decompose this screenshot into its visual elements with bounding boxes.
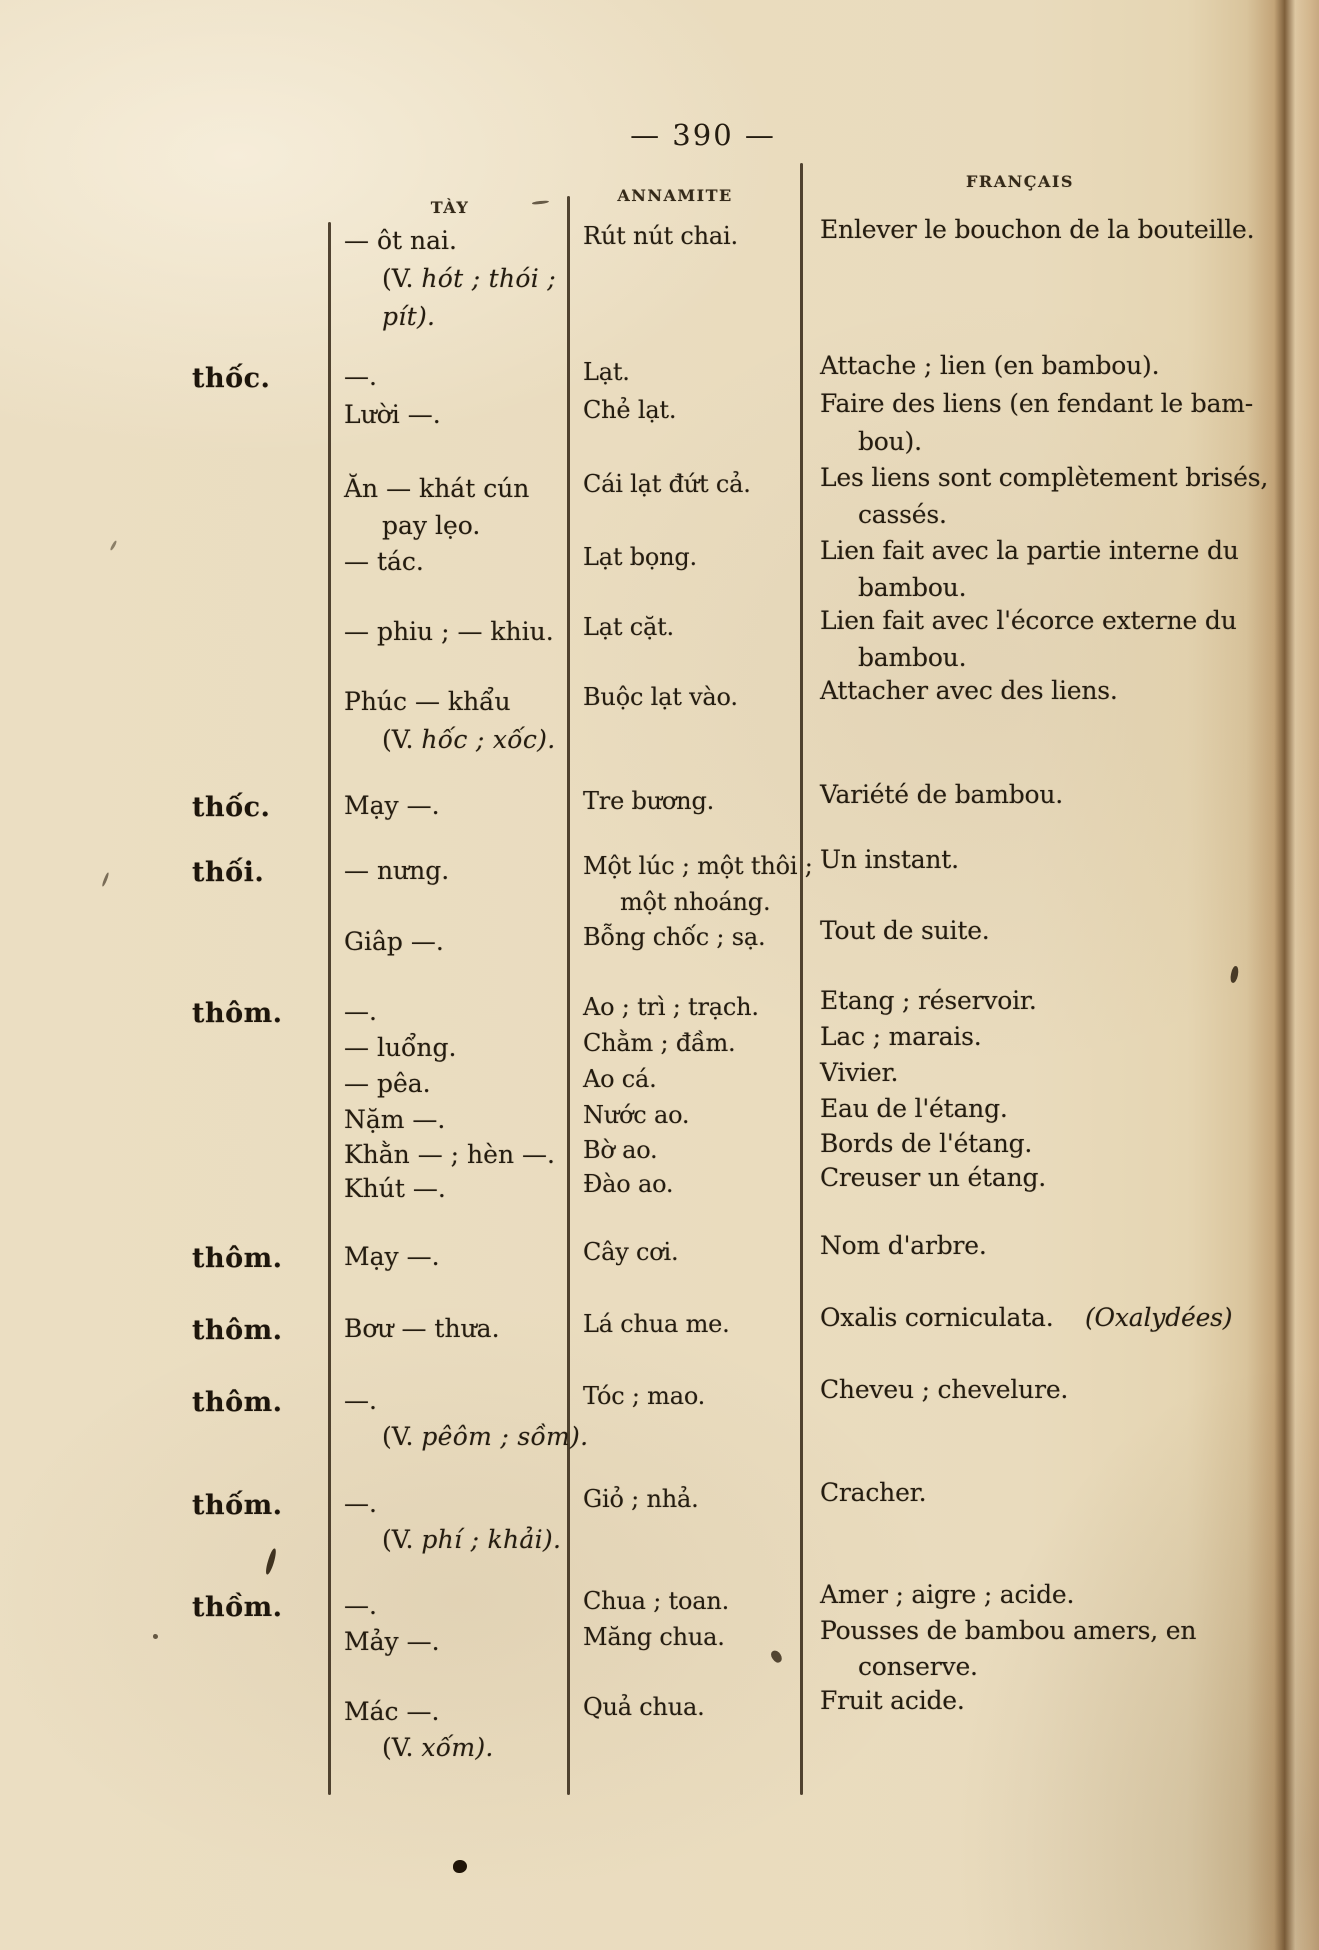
francais-cell: Un instant. (820, 845, 959, 874)
ink-speck (1229, 965, 1239, 983)
tay-cell: pít). (382, 302, 436, 331)
francais-cell: Vivier. (820, 1058, 899, 1087)
annamite-cell: Ao ; trì ; trạch. (583, 993, 759, 1021)
tay-cell: Giâp —. (344, 927, 444, 956)
francais-cell: bambou. (858, 643, 967, 672)
francais-cell: bou). (858, 427, 922, 456)
tay-cell: Mác —. (344, 1697, 440, 1726)
tay-cell: Ăn — khát cún (344, 474, 530, 503)
headword: thốc. (192, 792, 271, 823)
annamite-cell: Một lúc ; một thôi ; (583, 852, 813, 880)
tay-cell: — nưng. (344, 856, 450, 885)
column-header-tay: TÀY (430, 198, 470, 217)
page-number: — 390 — (630, 118, 776, 152)
tay-cell: Mạy —. (344, 1242, 440, 1271)
column-header-francais: FRANÇAIS (966, 172, 1074, 191)
annamite-cell: Chằm ; đầm. (583, 1029, 736, 1057)
francais-cell: Bords de l'étang. (820, 1129, 1033, 1158)
tay-cell: Mạy —. (344, 791, 440, 820)
annamite-cell: Ao cá. (583, 1065, 657, 1093)
tay-cell: —. (344, 362, 377, 391)
column-header-annamite: ANNAMITE (617, 186, 733, 205)
annamite-cell: Lạt bọng. (583, 543, 697, 571)
annamite-cell: Đào ao. (583, 1170, 674, 1198)
francais-cell: Eau de l'étang. (820, 1094, 1008, 1123)
tay-cell: Lười —. (344, 400, 441, 429)
headword: thốc. (192, 363, 271, 394)
annamite-cell: Buộc lạt vào. (583, 683, 738, 711)
francais-cell: Etang ; réservoir. (820, 986, 1037, 1015)
francais-cell: Faire des liens (en fendant le bam- (820, 389, 1254, 418)
francais-cell: Creuser un étang. (820, 1163, 1047, 1192)
annamite-cell: Giỏ ; nhả. (583, 1485, 699, 1513)
francais-family-name: (Oxalydées) (1085, 1303, 1233, 1332)
annamite-cell: Tóc ; mao. (583, 1382, 706, 1410)
tay-cell: —. (344, 1591, 377, 1620)
tay-cell: (V. hót ; thói ; (382, 264, 557, 293)
ink-speck (532, 200, 549, 205)
francais-cell: Attache ; lien (en bambou). (820, 351, 1160, 380)
tay-cell: — phiu ; — khiu. (344, 617, 554, 646)
tay-cell: —. (344, 997, 377, 1026)
headword: thôm. (192, 998, 283, 1029)
column-rule-right (800, 163, 803, 1795)
tay-cell: —. (344, 1489, 377, 1518)
tay-cell: —. (344, 1386, 377, 1415)
ink-stroke (264, 1548, 278, 1576)
ink-speck (769, 1649, 784, 1665)
annamite-cell: Lạt. (583, 358, 630, 386)
francais-cell: Cheveu ; chevelure. (820, 1375, 1069, 1404)
column-rule-middle (567, 196, 570, 1795)
tay-cell: (V. hốc ; xốc). (382, 725, 556, 754)
annamite-cell: Tre bương. (583, 787, 715, 815)
francais-cell: Enlever le bouchon de la bouteille. (820, 215, 1255, 244)
tay-cell: Bơư — thưa. (344, 1314, 500, 1343)
tay-cell: — tác. (344, 547, 424, 576)
annamite-cell: Chua ; toan. (583, 1587, 730, 1615)
francais-cell: Tout de suite. (820, 916, 990, 945)
francais-cell: Pousses de bambou amers, en (820, 1616, 1197, 1645)
tay-cell: Nặm —. (344, 1105, 446, 1134)
annamite-cell: một nhoáng. (620, 888, 771, 916)
headword: thồm. (192, 1592, 283, 1623)
ink-speck (101, 872, 109, 887)
annamite-cell: Bỗng chốc ; sạ. (583, 923, 766, 951)
annamite-cell: Măng chua. (583, 1623, 725, 1651)
francais-cell: Amer ; aigre ; acide. (820, 1580, 1075, 1609)
tay-cell: Khằn — ; hèn —. (344, 1140, 555, 1169)
column-rule-left (328, 222, 331, 1795)
francais-cell: Lien fait avec la partie interne du (820, 536, 1239, 565)
francais-cell: bambou. (858, 573, 967, 602)
annamite-cell: Nước ao. (583, 1101, 690, 1129)
tay-cell: (V. phí ; khải). (382, 1525, 562, 1554)
francais-cell: Oxalis corniculata. (Oxalydées) (820, 1301, 1053, 1335)
ink-dot (453, 1860, 467, 1873)
headword: thốm. (192, 1490, 283, 1521)
francais-cell: Variété de bambou. (820, 780, 1064, 809)
annamite-cell: Cái lạt đứt cả. (583, 470, 751, 498)
headword: thối. (192, 857, 265, 888)
tay-cell: Mảy —. (344, 1627, 440, 1656)
tay-cell: — pêa. (344, 1069, 431, 1098)
tay-cell: Phúc — khẩu (344, 687, 511, 716)
tay-cell: Khút —. (344, 1174, 446, 1203)
francais-cell: cassés. (858, 500, 947, 529)
annamite-cell: Quả chua. (583, 1693, 705, 1721)
ink-speck (109, 540, 117, 551)
tay-cell: — luổng. (344, 1033, 457, 1062)
tay-cell: (V. pêôm ; sồm). (382, 1422, 589, 1451)
tay-cell: (V. xốm). (382, 1733, 494, 1762)
francais-cell: Attacher avec des liens. (820, 676, 1118, 705)
francais-cell: Fruit acide. (820, 1686, 965, 1715)
tay-cell: pay lẹo. (382, 511, 481, 540)
tay-cell: — ôt nai. (344, 226, 457, 255)
headword: thôm. (192, 1315, 283, 1346)
annamite-cell: Cây cơi. (583, 1238, 679, 1266)
headword: thôm. (192, 1387, 283, 1418)
annamite-cell: Lá chua me. (583, 1310, 730, 1338)
francais-cell: Lac ; marais. (820, 1022, 982, 1051)
francais-cell: Nom d'arbre. (820, 1231, 987, 1260)
francais-cell: Lien fait avec l'écorce externe du (820, 606, 1237, 635)
annamite-cell: Chẻ lạt. (583, 396, 677, 424)
ink-dot (153, 1634, 158, 1639)
francais-cell: Cracher. (820, 1478, 927, 1507)
annamite-cell: Lạt cặt. (583, 613, 674, 641)
annamite-cell: Rút nút chai. (583, 222, 738, 250)
headword: thôm. (192, 1243, 283, 1274)
francais-cell: Les liens sont complètement brisés, (820, 463, 1269, 492)
annamite-cell: Bờ ao. (583, 1136, 658, 1164)
francais-cell: conserve. (858, 1652, 978, 1681)
